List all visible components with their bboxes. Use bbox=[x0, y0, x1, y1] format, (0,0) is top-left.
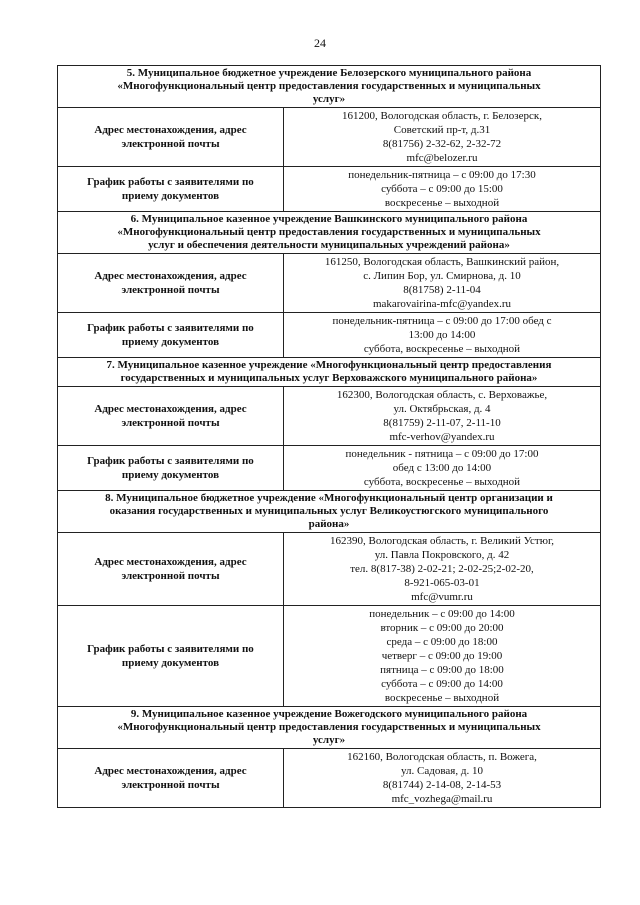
address-value bbox=[284, 533, 601, 606]
address-label bbox=[58, 387, 284, 446]
section-header-row bbox=[58, 212, 601, 254]
section-title-line: 8. Муниципальное бюджетное учреждение «Многофункциональный центр организации и bbox=[105, 492, 553, 504]
schedule-label-line: приему документов bbox=[121, 336, 220, 348]
schedule-value-line: обед с 13:00 до 14:00 bbox=[392, 462, 492, 474]
section-title-line: 9. Муниципальное казенное учреждение Вожегодского муниципального района bbox=[130, 708, 528, 720]
address-row bbox=[58, 387, 601, 446]
address-value-line: mfc@belozer.ru bbox=[406, 152, 478, 164]
schedule-value-line: вторник – с 09:00 до 20:00 bbox=[380, 622, 504, 634]
schedule-label-line: График работы с заявителями по bbox=[87, 322, 254, 334]
address-label-line: Адрес местонахождения, адрес bbox=[94, 270, 247, 282]
schedule-value-line: суббота, воскресенье – выходной bbox=[363, 343, 521, 355]
section-title-line: 5. Муниципальное бюджетное учреждение Белозерского муниципального района bbox=[126, 67, 532, 79]
address-label-line: Адрес местонахождения, адрес bbox=[94, 556, 247, 568]
schedule-value-line: понедельник – с 09:00 до 14:00 bbox=[369, 608, 515, 620]
address-value-line: mfc_vozhega@mail.ru bbox=[391, 793, 493, 805]
address-label bbox=[58, 533, 284, 606]
address-label bbox=[58, 254, 284, 313]
schedule-label-line: приему документов bbox=[121, 657, 220, 669]
schedule-label bbox=[58, 606, 284, 707]
schedule-value-line: понедельник-пятница – с 09:00 до 17:00 обед с bbox=[332, 315, 552, 327]
address-value-line: Советский пр-т, д.31 bbox=[393, 124, 491, 136]
section-title-line: государственных и муниципальных услуг Верховажского муниципального района» bbox=[120, 372, 538, 384]
schedule-row bbox=[58, 313, 601, 358]
address-label-line: электронной почты bbox=[121, 138, 220, 150]
address-value-line: makarovairina-mfc@yandex.ru bbox=[372, 298, 512, 310]
section-header-row bbox=[58, 707, 601, 749]
section-title-line: услуг и обеспечения деятельности муниципальных учреждений района» bbox=[148, 239, 510, 251]
address-label-line: Адрес местонахождения, адрес bbox=[94, 124, 247, 136]
schedule-label-line: приему документов bbox=[121, 469, 220, 481]
address-value-line: 161250, Вологодская область, Вашкинский район, bbox=[324, 256, 560, 268]
schedule-label-line: График работы с заявителями по bbox=[87, 455, 254, 467]
schedule-value-line: среда – с 09:00 до 18:00 bbox=[386, 636, 498, 648]
section-title-line: «Многофункциональный центр предоставления государственных и муниципальных bbox=[117, 226, 541, 238]
address-label bbox=[58, 108, 284, 167]
schedule-value bbox=[284, 313, 601, 358]
schedule-value bbox=[284, 446, 601, 491]
address-value-line: 8-921-065-03-01 bbox=[404, 577, 480, 589]
schedule-value-line: пятница – с 09:00 до 18:00 bbox=[380, 664, 504, 676]
address-value-line: mfc@vumr.ru bbox=[411, 591, 473, 603]
address-label-line: электронной почты bbox=[121, 779, 220, 791]
address-label-line: Адрес местонахождения, адрес bbox=[94, 403, 247, 415]
address-row bbox=[58, 533, 601, 606]
page-number: 24 bbox=[314, 36, 326, 50]
section-title-line: района» bbox=[308, 518, 350, 530]
address-value-line: 162390, Вологодская область, г. Великий Устюг, bbox=[330, 535, 554, 547]
schedule-value-line: понедельник-пятница – с 09:00 до 17:30 bbox=[348, 169, 536, 181]
address-value-line: 8(81759) 2-11-07, 2-11-10 bbox=[383, 417, 501, 429]
schedule-value-line: суббота – с 09:00 до 15:00 bbox=[381, 183, 503, 195]
address-value-line: тел. 8(817-38) 2-02-21; 2-02-25;2-02-20, bbox=[350, 563, 534, 575]
address-value-line: ул. Октябрьская, д. 4 bbox=[393, 403, 491, 415]
address-label-line: электронной почты bbox=[121, 417, 220, 429]
address-value-line: 8(81758) 2-11-04 bbox=[403, 284, 481, 296]
section-header-row bbox=[58, 491, 601, 533]
section-title-line: оказания государственных и муниципальных услуг Великоустюгского муниципального bbox=[109, 505, 549, 517]
address-label-line: Адрес местонахождения, адрес bbox=[94, 765, 247, 777]
schedule-label-line: приему документов bbox=[121, 190, 220, 202]
address-value bbox=[284, 254, 601, 313]
schedule-label-line: График работы с заявителями по bbox=[87, 176, 254, 188]
section-title-line: услуг» bbox=[312, 93, 346, 105]
section-header-row bbox=[58, 358, 601, 387]
schedule-value-line: 13:00 до 14:00 bbox=[408, 329, 476, 341]
schedule-label bbox=[58, 167, 284, 212]
address-value bbox=[284, 108, 601, 167]
address-value bbox=[284, 387, 601, 446]
address-value-line: 162300, Вологодская область, с. Верховажье, bbox=[336, 389, 548, 401]
schedule-value bbox=[284, 606, 601, 707]
section-title-line: «Многофункциональный центр предоставления государственных и муниципальных bbox=[117, 721, 541, 733]
address-label bbox=[58, 749, 284, 808]
schedule-value-line: четверг – с 09:00 до 19:00 bbox=[381, 650, 503, 662]
section-title-line: 7. Муниципальное казенное учреждение «Многофункциональный центр предоставления bbox=[106, 359, 552, 371]
address-value-line: ул. Садовая, д. 10 bbox=[401, 765, 483, 777]
schedule-value-line: суббота – с 09:00 до 14:00 bbox=[381, 678, 503, 690]
section-title bbox=[58, 491, 601, 533]
section-title-line: услуг» bbox=[312, 734, 346, 746]
address-value bbox=[284, 749, 601, 808]
section-title-line: 6. Муниципальное казенное учреждение Вашкинского муниципального района bbox=[130, 213, 528, 225]
address-value-line: ул. Павла Покровского, д. 42 bbox=[374, 549, 510, 561]
address-label-line: электронной почты bbox=[121, 284, 220, 296]
section-title bbox=[58, 212, 601, 254]
section-header-row bbox=[58, 66, 601, 108]
section-title bbox=[58, 707, 601, 749]
section-title bbox=[58, 66, 601, 108]
address-value-line: 8(81756) 2-32-62, 2-32-72 bbox=[382, 138, 502, 150]
address-value-line: 162160, Вологодская область, п. Вожега, bbox=[347, 751, 537, 763]
schedule-value-line: воскресенье – выходной bbox=[384, 197, 500, 209]
address-row bbox=[58, 108, 601, 167]
schedule-row bbox=[58, 167, 601, 212]
schedule-value-line: воскресенье – выходной bbox=[384, 692, 500, 704]
schedule-value-line: понедельник - пятница – с 09:00 до 17:00 bbox=[345, 448, 539, 460]
schedule-row bbox=[58, 446, 601, 491]
address-value-line: 161200, Вологодская область, г. Белозерск, bbox=[341, 110, 542, 122]
address-row bbox=[58, 749, 601, 808]
section-title bbox=[58, 358, 601, 387]
address-row bbox=[58, 254, 601, 313]
address-value-line: 8(81744) 2-14-08, 2-14-53 bbox=[382, 779, 502, 791]
mfc-directory-table bbox=[57, 65, 601, 808]
schedule-row bbox=[58, 606, 601, 707]
address-value-line: mfc-verhov@yandex.ru bbox=[389, 431, 495, 443]
address-value-line: с. Липин Бор, ул. Смирнова, д. 10 bbox=[363, 270, 521, 282]
schedule-label bbox=[58, 313, 284, 358]
schedule-label-line: График работы с заявителями по bbox=[87, 643, 254, 655]
section-title-line: «Многофункциональный центр предоставления государственных и муниципальных bbox=[117, 80, 541, 92]
schedule-label bbox=[58, 446, 284, 491]
schedule-value bbox=[284, 167, 601, 212]
address-label-line: электронной почты bbox=[121, 570, 220, 582]
schedule-value-line: суббота, воскресенье – выходной bbox=[363, 476, 521, 488]
